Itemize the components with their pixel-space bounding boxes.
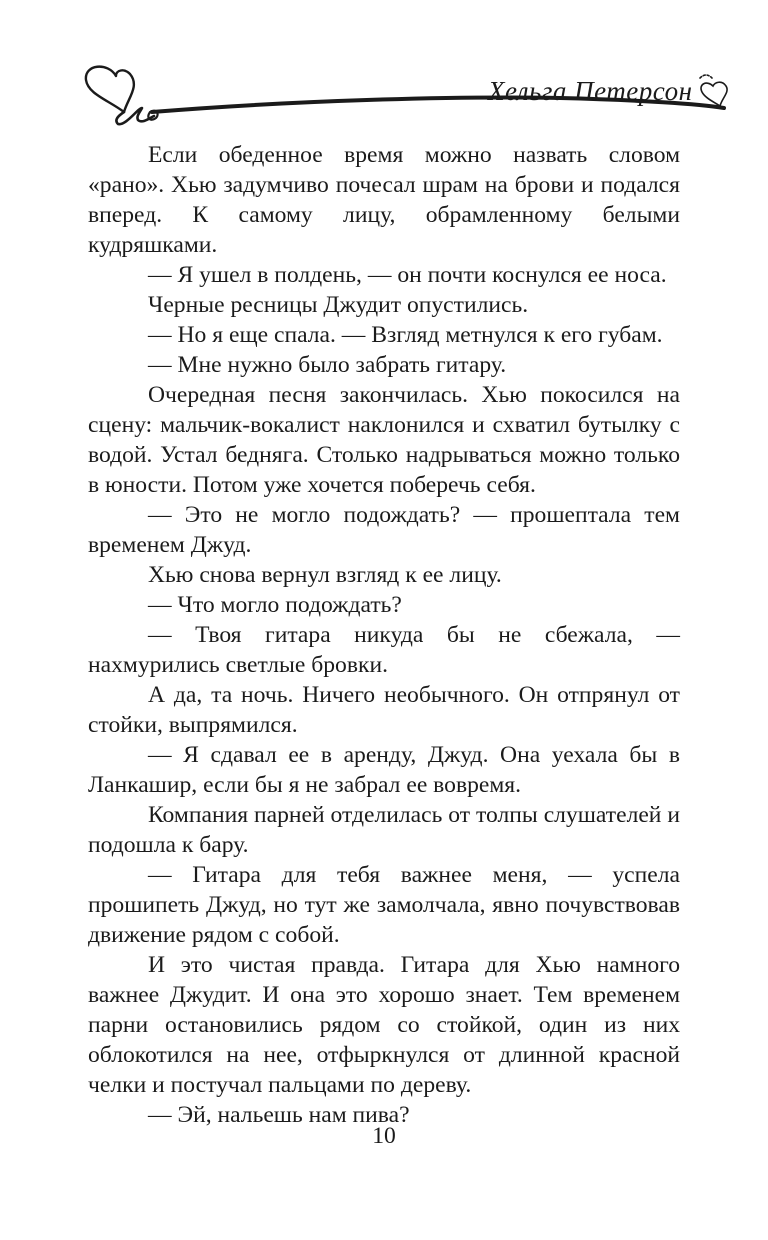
paragraph: А да, та ночь. Ничего необычного. Он отпрянул от стойки, выпрямился. bbox=[88, 682, 680, 738]
paragraph: — Я ушел в полдень, — он почти коснулся ее носа. bbox=[148, 262, 667, 288]
body-text bbox=[88, 140, 680, 1130]
paragraph: — Мне нужно было забрать гитару. bbox=[148, 352, 507, 378]
author-name: Хельга Петерсон bbox=[488, 76, 693, 106]
paragraph: — Я сдавал ее в аренду, Джуд. Она уехала бы в Ланкашир, если бы я не забрал ее вовремя. bbox=[88, 742, 680, 798]
paragraph: И это чистая правда. Гитара для Хью намного важнее Джудит. И она это хорошо знает. Тем временем парни остановились рядом со стойкой, один из них облокотился на нее, отфыркнулся от длинной красной челки и постучал пальцами по дереву. bbox=[88, 952, 680, 1098]
paragraph: Если обеденное время можно назвать словом «рано». Хью задумчиво почесал шрам на брови и подался вперед. К самому лицу, обрамленному белыми кудряшками. bbox=[88, 142, 680, 258]
paragraph: Черные ресницы Джудит опустились. bbox=[148, 292, 529, 318]
paragraph: — Твоя гитара никуда бы не сбежала, — нахмурились светлые бровки. bbox=[88, 622, 680, 678]
paragraph: — Это не могло подождать? — прошептала тем временем Джуд. bbox=[88, 502, 680, 558]
paragraph: — Гитара для тебя важнее меня, — успела прошипеть Джуд, но тут же замолчала, явно почувствовав движение рядом с собой. bbox=[88, 862, 680, 948]
header-ornament bbox=[0, 0, 768, 140]
running-header bbox=[0, 0, 768, 140]
paragraph: Очередная песня закончилась. Хью покосился на сцену: мальчик-вокалист наклонился и схватил бутылку с водой. Устал бедняга. Столько надрываться можно только в юности. Потом уже хочется поберечь себя. bbox=[88, 382, 680, 498]
paragraph: — Что могло подождать? bbox=[148, 592, 402, 618]
heart-icon bbox=[700, 75, 727, 106]
paragraph: — Но я еще спала. — Взгляд метнулся к его губам. bbox=[148, 322, 663, 348]
heart-swirl-icon bbox=[86, 67, 158, 125]
paragraph: Компания парней отделилась от толпы слушателей и подошла к бару. bbox=[88, 802, 680, 858]
page-number: 10 bbox=[372, 1123, 396, 1149]
paragraph: Хью снова вернул взгляд к ее лицу. bbox=[148, 562, 502, 588]
paragraph: — Эй, нальешь нам пива? bbox=[148, 1102, 410, 1128]
